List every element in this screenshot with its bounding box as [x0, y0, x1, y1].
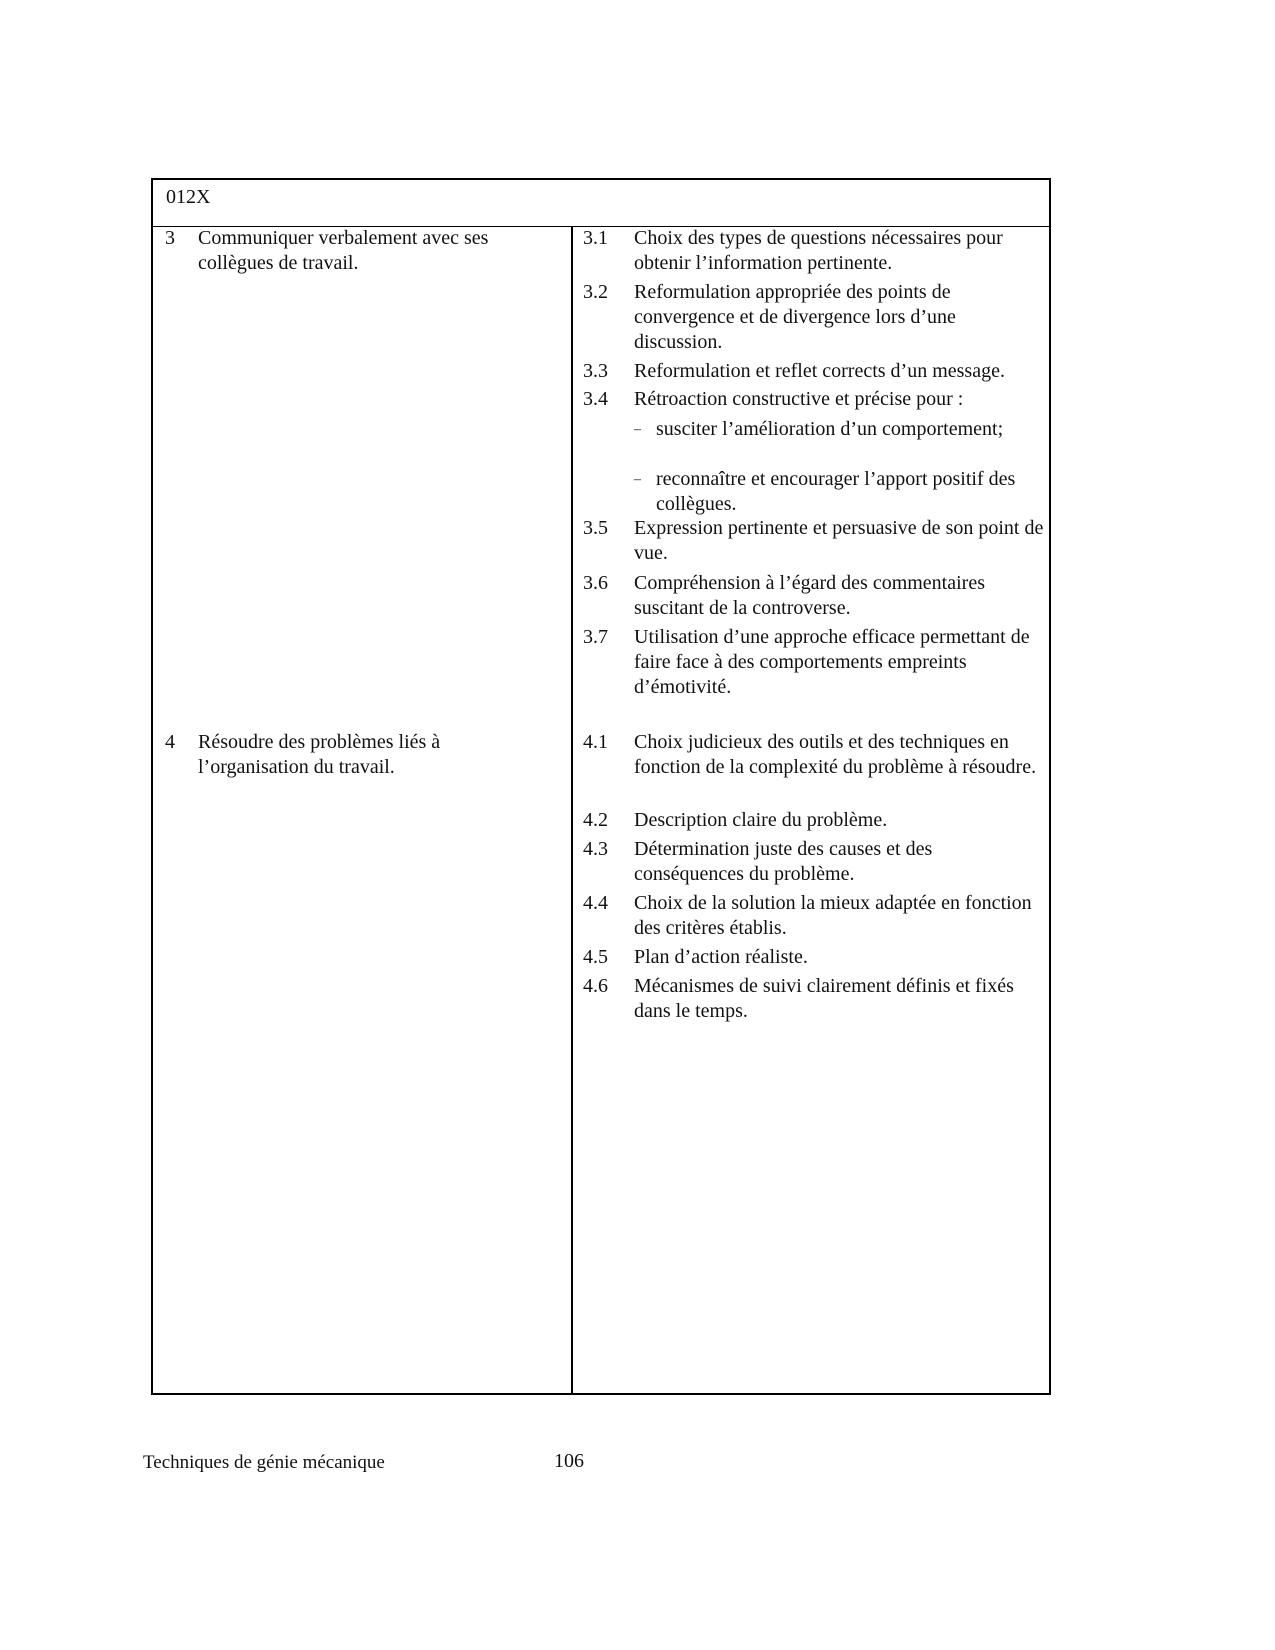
code-header-row: [153, 180, 1049, 227]
dash-bullet-icon: –: [634, 422, 641, 437]
criterion-text: Choix de la solution la mieux adaptée en fonction des critères établis.: [634, 892, 1032, 939]
criterion-number: 4.2: [583, 809, 608, 831]
criterion-number: 3.6: [583, 572, 608, 594]
criterion-text: Expression pertinente et persuasive de son point de vue.: [634, 517, 1044, 564]
criterion-number: 4.6: [583, 975, 608, 997]
criterion-number: 4.1: [583, 731, 608, 753]
element-text: Communiquer verbalement avec ses collègues de travail.: [198, 227, 489, 274]
element-number: 4: [165, 731, 175, 753]
competency-code: 012X: [166, 186, 211, 208]
page-number: 106: [554, 1450, 584, 1472]
criterion-number: 3.2: [583, 281, 608, 303]
criterion-text: Mécanismes de suivi clairement définis et fixés dans le temps.: [634, 975, 1014, 1022]
criterion-number: 3.4: [583, 388, 608, 410]
dash-bullet-icon: –: [634, 472, 641, 487]
criterion-text: Description claire du problème.: [634, 809, 888, 831]
criterion-number: 3.3: [583, 360, 608, 382]
bullet-text: susciter l’amélioration d’un comportement;: [656, 418, 1004, 440]
criterion-number: 4.3: [583, 838, 608, 860]
criterion-text: Reformulation et reflet corrects d’un message.: [634, 360, 1005, 382]
criterion-text: Choix des types de questions nécessaires pour obtenir l’information pertinente.: [634, 227, 1003, 274]
criterion-text: Plan d’action réaliste.: [634, 946, 808, 968]
criterion-number: 3.1: [583, 227, 608, 249]
competency-table: [151, 178, 1051, 1395]
criterion-number: 4.4: [583, 892, 608, 914]
element-text: Résoudre des problèmes liés à l’organisation du travail.: [198, 731, 441, 778]
criterion-text: Détermination juste des causes et des conséquences du problème.: [634, 838, 933, 885]
criterion-number: 4.5: [583, 946, 608, 968]
criterion-text: Utilisation d’une approche efficace permettant de faire face à des comportements empreints d’émotivité.: [634, 626, 1030, 698]
element-number: 3: [165, 227, 175, 249]
criterion-number: 3.5: [583, 517, 608, 539]
criterion-text: Choix judicieux des outils et des techniques en fonction de la complexité du problème à résoudre.: [634, 731, 1037, 778]
criterion-text: Reformulation appropriée des points de convergence et de divergence lors d’une discussion.: [634, 281, 956, 353]
criterion-text: Compréhension à l’égard des commentaires suscitant de la controverse.: [634, 572, 985, 619]
criterion-number: 3.7: [583, 626, 608, 648]
column-divider: [571, 226, 573, 1394]
criterion-text: Rétroaction constructive et précise pour :: [634, 388, 964, 410]
footer-program-title: Techniques de génie mécanique: [143, 1452, 385, 1473]
bullet-text: reconnaître et encourager l’apport positif des collègues.: [656, 468, 1016, 515]
